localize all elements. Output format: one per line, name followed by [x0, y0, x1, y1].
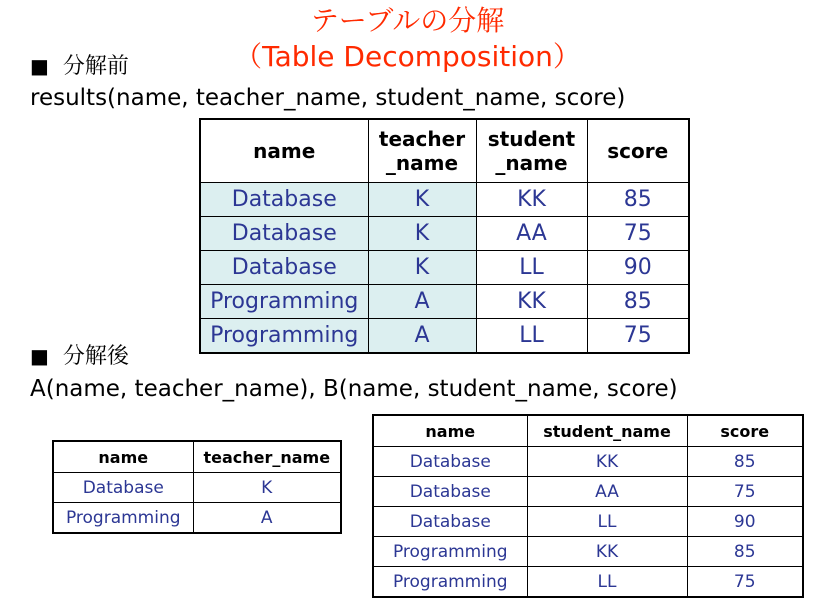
cell: 85: [587, 183, 689, 217]
table-row: [200, 217, 689, 251]
table-row: [373, 537, 803, 567]
col-header: teacher_name: [193, 441, 341, 473]
section-before-label: 分解前: [62, 54, 129, 79]
cell: KK: [476, 183, 587, 217]
table-row: [373, 477, 803, 507]
table-before-decomposition: [199, 118, 690, 354]
col-header: name: [200, 119, 368, 183]
square-bullet-icon: ■: [30, 344, 49, 368]
cell: Database: [373, 447, 527, 477]
cell: A: [193, 503, 341, 534]
cell: K: [193, 473, 341, 503]
cell: Database: [373, 477, 527, 507]
cell: LL: [527, 507, 687, 537]
cell: A: [368, 285, 476, 319]
col-header: teacher _name: [368, 119, 476, 183]
table-row: [200, 285, 689, 319]
schema-before: results(name, teacher_name, student_name, score): [30, 85, 626, 111]
cell: KK: [527, 447, 687, 477]
cell: Database: [200, 217, 368, 251]
cell: Programming: [53, 503, 193, 534]
table-row: [373, 507, 803, 537]
table-row: [373, 447, 803, 477]
cell: K: [368, 183, 476, 217]
cell: K: [368, 251, 476, 285]
col-header: score: [587, 119, 689, 183]
cell: 75: [587, 217, 689, 251]
table-header-row: [53, 441, 341, 473]
table-header-row: [200, 119, 689, 183]
cell: 85: [587, 285, 689, 319]
table-header-row: [373, 415, 803, 447]
square-bullet-icon: ■: [30, 54, 49, 78]
cell: Database: [200, 251, 368, 285]
schema-after: A(name, teacher_name), B(name, student_name, score): [30, 376, 678, 402]
cell: Programming: [373, 567, 527, 598]
col-header: name: [53, 441, 193, 473]
cell: 85: [687, 537, 803, 567]
section-after-heading: [30, 342, 129, 371]
cell: Programming: [200, 319, 368, 354]
cell: LL: [476, 251, 587, 285]
cell: KK: [476, 285, 587, 319]
table-row: [200, 183, 689, 217]
cell: A: [368, 319, 476, 354]
section-after-label: 分解後: [62, 344, 129, 369]
cell: LL: [527, 567, 687, 598]
table-b: [372, 414, 804, 598]
page-title: テーブルの分解: [310, 4, 505, 37]
cell: AA: [476, 217, 587, 251]
cell: 75: [687, 567, 803, 598]
cell: K: [368, 217, 476, 251]
cell: 90: [587, 251, 689, 285]
table-row: [200, 319, 689, 354]
cell: 75: [687, 477, 803, 507]
cell: Database: [373, 507, 527, 537]
col-header: student _name: [476, 119, 587, 183]
cell: Database: [200, 183, 368, 217]
cell: Programming: [200, 285, 368, 319]
table-row: [373, 567, 803, 598]
table-row: [200, 251, 689, 285]
col-header: name: [373, 415, 527, 447]
cell: 85: [687, 447, 803, 477]
section-before-heading: [30, 52, 129, 81]
col-header: score: [687, 415, 803, 447]
cell: 75: [587, 319, 689, 354]
cell: AA: [527, 477, 687, 507]
cell: 90: [687, 507, 803, 537]
cell: Programming: [373, 537, 527, 567]
cell: KK: [527, 537, 687, 567]
table-a: [52, 440, 342, 534]
table-row: [53, 473, 341, 503]
cell: LL: [476, 319, 587, 354]
page-subtitle: （Table Decomposition）: [234, 40, 581, 73]
table-row: [53, 503, 341, 534]
cell: Database: [53, 473, 193, 503]
col-header: student_name: [527, 415, 687, 447]
